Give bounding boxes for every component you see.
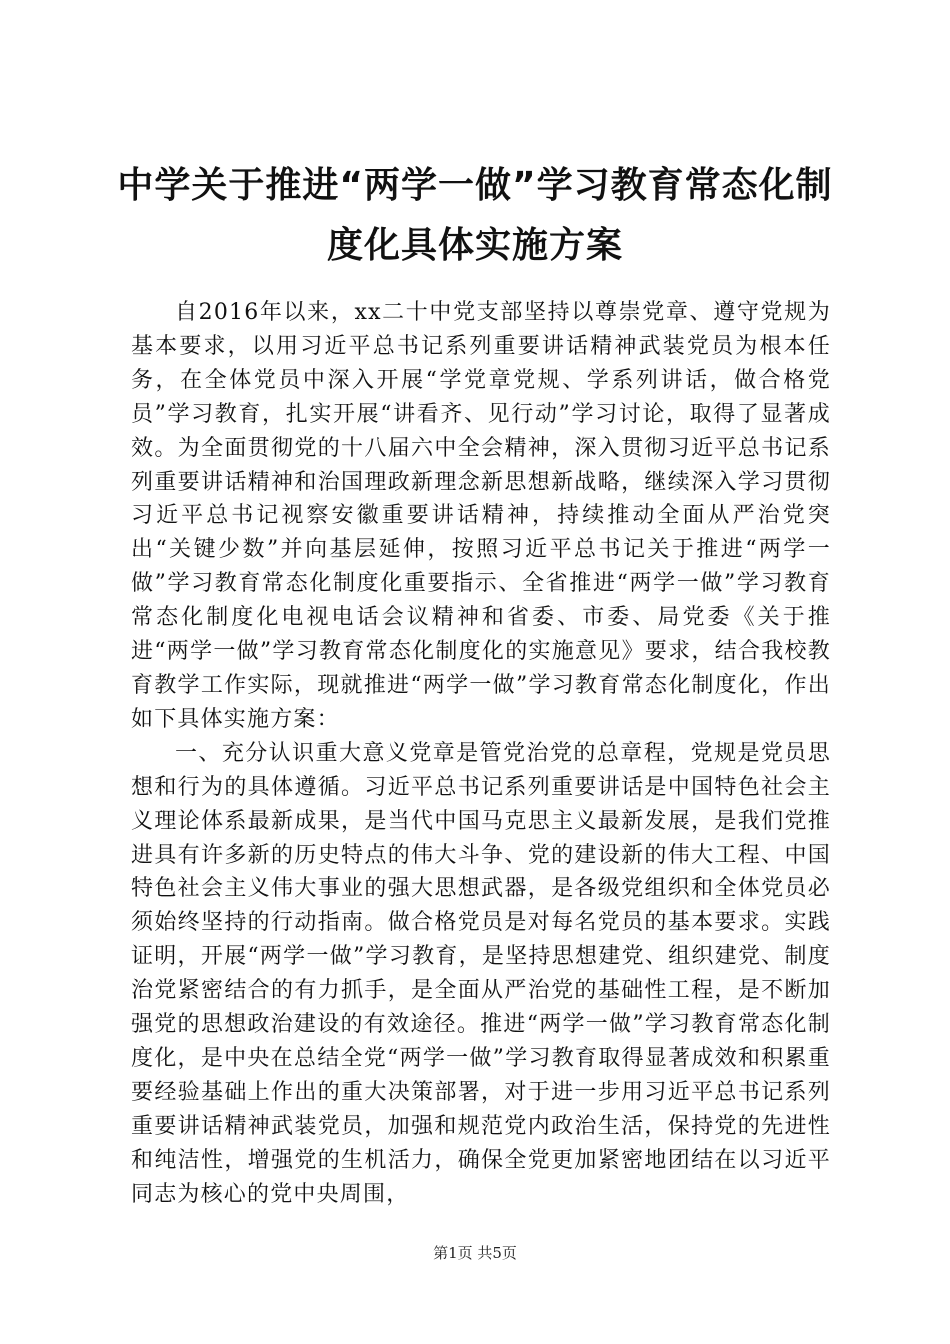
page-number-footer: 第1页 共5页 [433, 1244, 517, 1262]
document-title-line-2: 度化具体实施方案 [326, 225, 623, 266]
document-body [131, 296, 831, 1211]
body-paragraph-section-1: 一、充分认识重大意义党章是管党治党的总章程，党规是党员思想和行为的具体遵循。习近平总书记系列重要讲话是中国特色社会主义理论体系最新成果，是当代中国马克思主义最新发展，是我们党推进具有许多新的历史特点的伟大斗争、党的建设新的伟大工程、中国特色社会主义伟大事业的强大思想武器，是各级党组织和全体党员必须始终坚持的行动指南。做合格党员是对每名党员的基本要求。实践证明，开展“两学一做”学习教育，是坚持思想建党、组织建党、制度治党紧密结合的有力抓手，是全面从严治党的基础性工程，是不断加强党的思想政治建设的有效途径。推进“两学一做”学习教育常态化制度化，是中央在总结全党“两学一做”学习教育取得显著成效和积累重要经验基础上作出的重大决策部署，对于进一步用习近平总书记系列重要讲话精神武装党员，加强和规范党内政治生活，保持党的先进性和纯洁性，增强党的生机活力，确保全党更加紧密地团结在以习近平同志为核心的党中央周围， [131, 740, 831, 1207]
document-title-line-1: 中学关于推进“两学一做”学习教育常态化制 [117, 165, 833, 206]
body-paragraph-intro: 自2016年以来，xx二十中党支部坚持以尊崇党章、遵守党规为基本要求，以用习近平总书记系列重要讲话精神武装党员为根本任务，在全体党员中深入开展“学党章党规、学系列讲话，做合格党员”学习教育，扎实开展“讲看齐、见行动”学习讨论，取得了显著成效。为全面贯彻党的十八届六中全会精神，深入贯彻习近平总书记系列重要讲话精神和治国理政新理念新思想新战略，继续深入学习贯彻习近平总书记视察安徽重要讲话精神，持续推动全面从严治党突出“关键少数”并向基层延伸，按照习近平总书记关于推进“两学一做”学习教育常态化制度化重要指示、全省推进“两学一做”学习教育常态化制度化电视电话会议精神和省委、市委、局党委《关于推进“两学一做”学习教育常态化制度化的实施意见》要求，结合我校教育教学工作实际，现就推进“两学一做”学习教育常态化制度化，作出如下具体实施方案： [131, 300, 831, 732]
